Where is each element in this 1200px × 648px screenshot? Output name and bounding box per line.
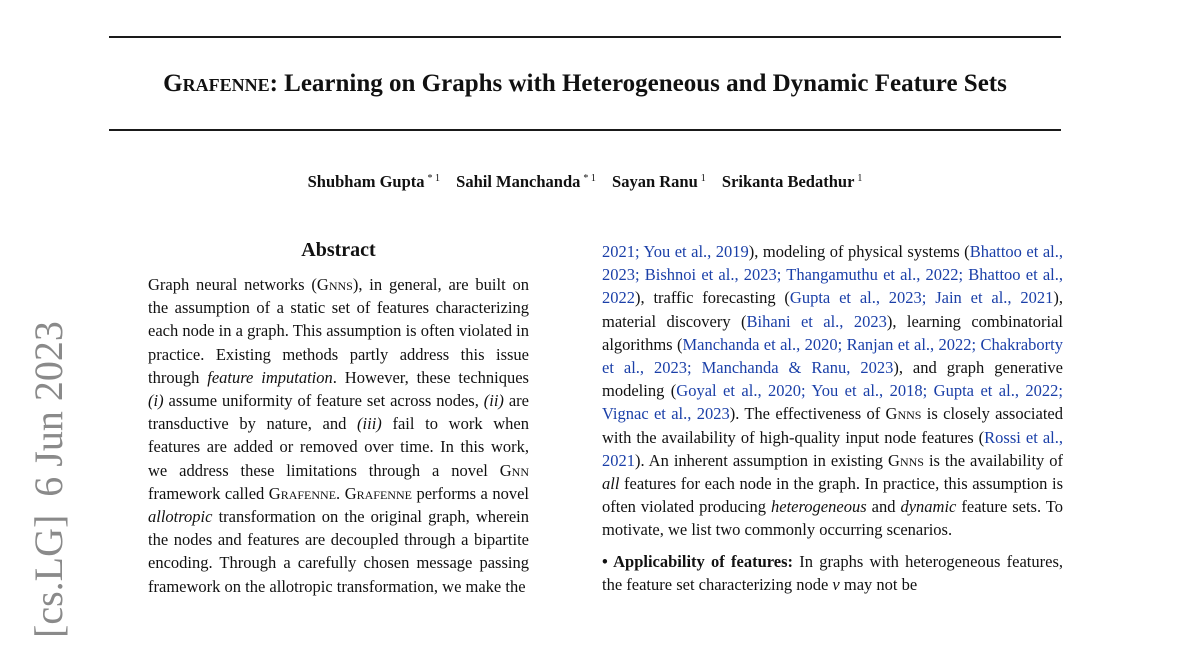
emphasis: allotropic xyxy=(148,507,213,527)
author-name: Shubham Gupta xyxy=(307,172,425,191)
model-name: Grafenne xyxy=(268,483,337,503)
text-run: ), material discovery ( xyxy=(602,288,1063,331)
text-run: is closely associated with the availability of high-quality input node features ( xyxy=(602,404,1063,447)
citation-link[interactable]: 2021; You et al., 2019 xyxy=(602,242,749,261)
abstract-column xyxy=(148,273,529,598)
author xyxy=(722,172,862,191)
title-bottom-rule xyxy=(109,129,1061,131)
author xyxy=(308,172,440,191)
text-run: fail to work when features are added or removed over time. In this work, we address these limitations through a novel xyxy=(148,414,529,480)
emphasis: (ii) xyxy=(483,391,504,411)
author-affiliation-mark: * 1 xyxy=(583,172,596,184)
acronym: Gnns xyxy=(885,404,922,424)
acronym: Gnn xyxy=(499,460,529,480)
abstract-paragraph xyxy=(148,273,529,598)
text-run: framework called xyxy=(148,483,269,503)
citation-link[interactable]: Goyal et al., 2020; You et al., 2018; Gupta et al., 2022; Vignac et al., 2023 xyxy=(602,381,1063,424)
acronym: Gnns xyxy=(888,450,924,470)
text-run: is the availability of xyxy=(923,450,1064,470)
author-list xyxy=(109,172,1061,192)
bullet-label: • Applicability of features: xyxy=(602,551,794,571)
intro-paragraph xyxy=(602,550,1063,596)
text-run: . However, these techniques xyxy=(332,367,529,387)
text-run: ), modeling of physical systems ( xyxy=(748,242,970,261)
author xyxy=(612,172,706,191)
text-run: are transductive by nature, and xyxy=(148,391,529,434)
author-affiliation-mark: * 1 xyxy=(427,172,441,184)
text-run: In graphs with heterogeneous features, the feature set characterizing node xyxy=(602,551,1063,594)
author-name: Srikanta Bedathur xyxy=(721,172,855,191)
math-variable: v xyxy=(832,574,840,594)
text-run: Graph neural networks ( xyxy=(148,275,317,294)
text-run: performs a novel xyxy=(411,483,530,503)
text-run: ). An inherent assumption in existing xyxy=(635,450,889,470)
citation-link[interactable]: Manchanda et al., 2020; Ranjan et al., 2022; Chakraborty et al., 2023; Manchanda & Ranu, 2023 xyxy=(602,334,1063,378)
text-run: ), in general, are built on the assumption of a static set of features characterizing each node in a graph. This assumption is often violated in practice. Existing methods partly address this issue through xyxy=(148,275,529,387)
author-affiliation-mark: 1 xyxy=(700,172,706,184)
emphasis: heterogeneous xyxy=(771,497,867,517)
emphasis: all xyxy=(602,474,620,494)
abstract-heading: Abstract xyxy=(301,239,376,261)
text-run: . xyxy=(336,483,345,503)
model-name: Grafenne xyxy=(344,483,412,503)
title-top-rule xyxy=(109,36,1061,38)
text-run: feature sets. To motivate, we list two commonly occurring scenarios. xyxy=(602,497,1063,540)
intro-column xyxy=(602,240,1063,596)
citation-link[interactable]: Bhattoo et al., 2023; Bishnoi et al., 2023; Thangamuthu et al., 2022; Bhattoo et al., 2022 xyxy=(602,242,1063,308)
author-name: Sayan Ranu xyxy=(612,172,698,191)
emphasis: (iii) xyxy=(357,414,382,434)
title-text: : Learning on Graphs with Heterogeneous and Dynamic Feature Sets xyxy=(269,70,1007,97)
emphasis: dynamic xyxy=(900,497,957,517)
author xyxy=(456,172,596,191)
text-run: may not be xyxy=(839,574,918,594)
text-run: ), and graph generative modeling ( xyxy=(602,358,1064,401)
text-run: and xyxy=(866,497,901,517)
citation-link[interactable]: Bihani et al., 2023 xyxy=(746,311,887,331)
intro-paragraph xyxy=(602,240,1063,542)
emphasis: (i) xyxy=(148,391,164,411)
paper-title xyxy=(109,68,1061,100)
text-run: features for each node in the graph. In practice, this assumption is often violated producing xyxy=(602,474,1063,517)
text-run: ). The effectiveness of xyxy=(729,404,886,424)
arxiv-date: 6 Jun 2023 xyxy=(26,321,71,497)
arxiv-stamp xyxy=(28,321,70,638)
text-run: ), learning combinatorial algorithms ( xyxy=(602,311,1063,354)
acronym: Gnns xyxy=(316,275,353,294)
text-run: transformation on the original graph, wherein the nodes and features are decoupled through a bipartite encoding. Through a carefully chosen message passing framework on the allotropic transformation, we make the xyxy=(148,507,529,596)
citation-link[interactable]: Gupta et al., 2023; Jain et al., 2021 xyxy=(789,288,1054,308)
model-name: Grafenne xyxy=(163,70,270,97)
text-run: ), traffic forecasting ( xyxy=(635,288,790,308)
text-run: assume uniformity of feature set across nodes, xyxy=(163,391,484,411)
emphasis: feature imputation xyxy=(207,367,333,387)
author-name: Sahil Manchanda xyxy=(456,172,581,191)
citation-link[interactable]: Rossi et al., 2021 xyxy=(602,427,1064,470)
author-affiliation-mark: 1 xyxy=(857,172,863,184)
arxiv-category: [cs.LG] xyxy=(26,514,71,638)
